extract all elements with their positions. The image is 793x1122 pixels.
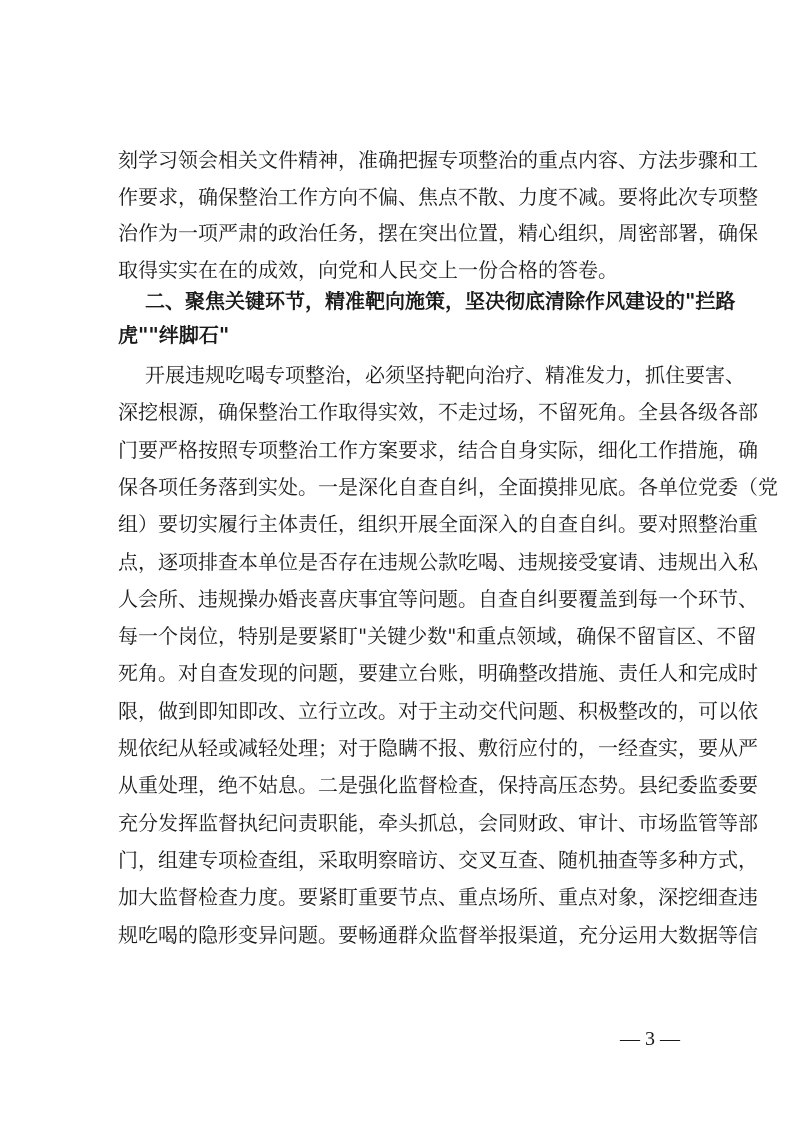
text-line: 门要严格按照专项整治工作方案要求，结合自身实际，细化工作措施，确 <box>118 437 758 462</box>
text-line: 从重处理，绝不姑息。二是强化监督检查，保持高压态势。县纪委监委要 <box>118 773 758 798</box>
page-number: — 3 — <box>620 1028 680 1050</box>
text-line: 死角。对自查发现的问题，要建立台账，明确整改措施、责任人和完成时 <box>118 661 758 686</box>
text-line: 规依纪从轻或减轻处理；对于隐瞒不报、敷衍应付的，一经查实，要从严 <box>118 736 758 760</box>
text-line: 治作为一项严肃的政治任务，摆在突出位置，精心组织，周密部署，确保 <box>118 221 758 245</box>
text-line: 门，组建专项检查组，采取明察暗访、交叉互查、随机抽查等多种方式， <box>118 847 758 872</box>
text-line: 充分发挥监督执纪问责职能，牵头抓总，会同财政、审计、市场监管等部 <box>118 810 758 835</box>
heading-line: 二、聚焦关键环节，精准靶向施策，坚决彻底清除作风建设的"拦路 <box>145 289 736 313</box>
text-line: 深挖根源，确保整治工作取得实效，不走过场，不留死角。全县各级各部 <box>118 400 758 425</box>
text-line: 加大监督检查力度。要紧盯重要节点、重点场所、重点对象，深挖细查违 <box>118 885 758 910</box>
text-line: 人会所、违规操办婚丧喜庆事宜等问题。自查自纠要覆盖到每一个环节、 <box>118 586 758 611</box>
heading-line: 虎""绊脚石" <box>118 323 230 347</box>
text-line: 作要求，确保整治工作方向不偏、焦点不散、力度不减。要将此次专项整 <box>118 185 758 209</box>
text-line: 保各项任务落到实处。一是深化自查自纠，全面摸排见底。各单位党委（党 <box>118 474 778 499</box>
text-line: 组）要切实履行主体责任，组织开展全面深入的自查自纠。要对照整治重 <box>118 512 758 537</box>
text-line: 取得实实在在的成效，向党和人民交上一份合格的答卷。 <box>118 258 618 282</box>
text-line: 点，逐项排查本单位是否存在违规公款吃喝、违规接受宴请、违规出入私 <box>118 549 758 574</box>
text-line: 规吃喝的隐形变异问题。要畅通群众监督举报渠道，充分运用大数据等信 <box>118 922 758 947</box>
text-line: 开展违规吃喝专项整治，必须坚持靶向治疗、精准发力，抓住要害、 <box>145 363 745 387</box>
text-line: 刻学习领会相关文件精神，准确把握专项整治的重点内容、方法步骤和工 <box>118 148 758 172</box>
text-line: 每一个岗位，特别是要紧盯"关键少数"和重点领域，确保不留盲区、不留 <box>118 624 757 649</box>
text-line: 限，做到即知即改、立行立改。对于主动交代问题、积极整改的，可以依 <box>118 698 758 723</box>
